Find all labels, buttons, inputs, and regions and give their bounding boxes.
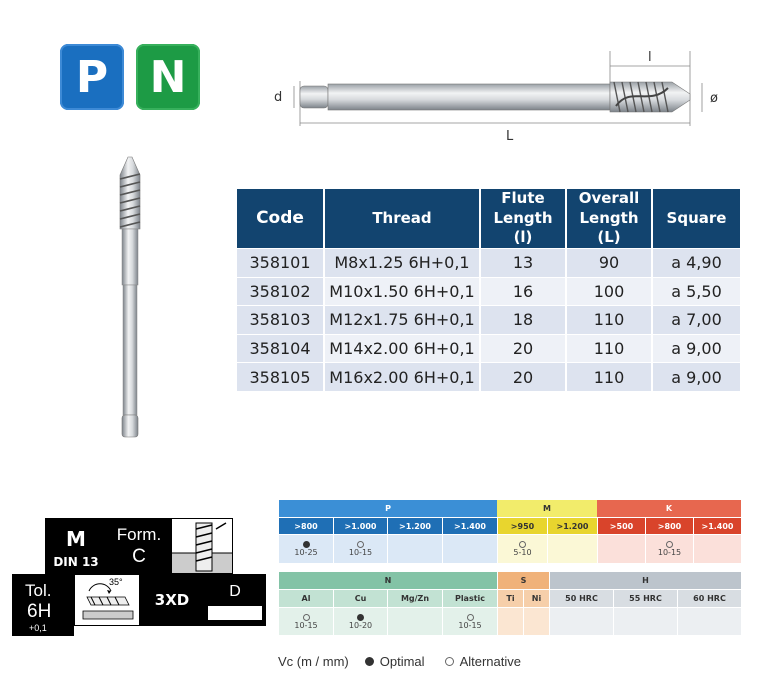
dim-overall-length: L bbox=[506, 129, 514, 144]
cell-thread: M10x1.50 6H+0,1 bbox=[325, 277, 481, 306]
p-sub-800: >800 bbox=[279, 518, 333, 534]
n-value-mgzn bbox=[388, 608, 442, 635]
depth-value: 3XD bbox=[154, 591, 190, 609]
alternative-dot-icon bbox=[445, 657, 454, 666]
legend-optimal-label: Optimal bbox=[379, 654, 425, 669]
m-sub-950: >950 bbox=[498, 518, 547, 534]
thread-standard-label: DIN 13 bbox=[53, 555, 99, 569]
alternative-dot-icon bbox=[357, 541, 364, 548]
s-value-ni bbox=[524, 608, 549, 635]
tap-product-image bbox=[108, 155, 152, 440]
s-sub-ti: Ti bbox=[498, 590, 523, 607]
cell-thread: M12x1.75 6H+0,1 bbox=[325, 305, 481, 334]
optimal-dot-icon bbox=[365, 657, 374, 666]
cell-code: 358105 bbox=[237, 362, 325, 391]
n-sub-cu: Cu bbox=[334, 590, 387, 607]
p-value-1200 bbox=[388, 535, 442, 563]
table-row bbox=[237, 362, 740, 391]
coolant-white-bar bbox=[208, 606, 262, 620]
p-value-1400 bbox=[443, 535, 497, 563]
cell-square: a 7,00 bbox=[653, 305, 740, 334]
dim-l: l bbox=[648, 50, 652, 65]
header-square: Square bbox=[653, 189, 740, 248]
group-h-header: H bbox=[550, 572, 741, 589]
thread-type-symbol bbox=[45, 518, 107, 574]
header-overall-length: Overall Length (L) bbox=[567, 189, 653, 248]
k-sub-1400: >1.400 bbox=[694, 518, 741, 534]
alternative-dot-icon bbox=[467, 614, 474, 621]
tolerance-symbol bbox=[12, 574, 74, 636]
legend-alternative-label: Alternative bbox=[459, 654, 521, 669]
h-value-50 bbox=[550, 608, 613, 635]
table-row bbox=[237, 334, 740, 363]
group-m-header: M bbox=[497, 500, 597, 517]
group-s-header: S bbox=[498, 572, 549, 589]
alternative-dot-icon bbox=[519, 541, 526, 548]
p-sub-1200: >1.200 bbox=[388, 518, 442, 534]
cell-square: a 9,00 bbox=[653, 362, 740, 391]
s-value-ti bbox=[498, 608, 523, 635]
cell-overall: 110 bbox=[567, 362, 653, 391]
cell-square: a 9,00 bbox=[653, 334, 740, 363]
spec-table bbox=[237, 189, 740, 391]
n-sub-plastic: Plastic bbox=[443, 590, 497, 607]
tolerance-extra: +0,1 bbox=[29, 623, 47, 633]
cell-overall: 90 bbox=[567, 248, 653, 277]
n-value-al: 10-15 bbox=[279, 608, 333, 635]
cell-code: 358101 bbox=[237, 248, 325, 277]
material-p-badge: P bbox=[60, 44, 124, 110]
tolerance-label: Tol. bbox=[25, 581, 52, 600]
form-symbol bbox=[107, 518, 171, 574]
header-code: Code bbox=[237, 189, 325, 248]
dim-diameter: ø bbox=[710, 91, 718, 106]
cell-overall: 110 bbox=[567, 305, 653, 334]
k-sub-500: >500 bbox=[598, 518, 645, 534]
material-n-badge: N bbox=[136, 44, 200, 110]
h-sub-60: 60 HRC bbox=[678, 590, 741, 607]
group-k-header: K bbox=[597, 500, 741, 517]
p-value-1000: 10-15 bbox=[334, 535, 387, 563]
material-table bbox=[279, 500, 741, 635]
form-chamfer-icon bbox=[171, 518, 233, 574]
m-value-950: 5-10 bbox=[498, 535, 547, 563]
cell-overall: 100 bbox=[567, 277, 653, 306]
h-sub-55: 55 HRC bbox=[614, 590, 677, 607]
group-p-header: P bbox=[279, 500, 497, 517]
coolant-value: D bbox=[229, 583, 241, 600]
p-value-800: 10-25 bbox=[279, 535, 333, 563]
thread-type-label: M bbox=[66, 527, 86, 551]
depth-symbol bbox=[140, 574, 204, 626]
n-value-cu: 10-20 bbox=[334, 608, 387, 635]
p-sub-1000: >1.000 bbox=[334, 518, 387, 534]
h-value-55 bbox=[614, 608, 677, 635]
cell-flute: 13 bbox=[481, 248, 567, 277]
dim-d: d bbox=[274, 90, 283, 105]
tolerance-value: 6H bbox=[27, 601, 52, 622]
cell-thread: M14x2.00 6H+0,1 bbox=[325, 334, 481, 363]
k-value-1400 bbox=[694, 535, 741, 563]
table-row bbox=[237, 248, 740, 277]
m-sub-1200: >1.200 bbox=[548, 518, 597, 534]
optimal-dot-icon bbox=[303, 541, 310, 548]
cell-square: a 5,50 bbox=[653, 277, 740, 306]
cell-flute: 18 bbox=[481, 305, 567, 334]
h-sub-50: 50 HRC bbox=[550, 590, 613, 607]
header-flute-length: Flute Length (l) bbox=[481, 189, 567, 248]
group-n-header: N bbox=[279, 572, 497, 589]
cell-code: 358102 bbox=[237, 277, 325, 306]
table-row bbox=[237, 305, 740, 334]
p-sub-1400: >1.400 bbox=[443, 518, 497, 534]
k-value-500 bbox=[598, 535, 645, 563]
legend-vc-label: Vc (m / mm) bbox=[278, 654, 349, 669]
m-value-1200 bbox=[548, 535, 597, 563]
header-thread: Thread bbox=[325, 189, 481, 248]
cell-flute: 20 bbox=[481, 362, 567, 391]
cell-code: 358104 bbox=[237, 334, 325, 363]
k-sub-800: >800 bbox=[646, 518, 693, 534]
n-sub-mgzn: Mg/Zn bbox=[388, 590, 442, 607]
cell-flute: 20 bbox=[481, 334, 567, 363]
legend bbox=[278, 654, 521, 669]
cell-code: 358103 bbox=[237, 305, 325, 334]
n-value-plastic: 10-15 bbox=[443, 608, 497, 635]
form-label: Form. bbox=[116, 525, 162, 544]
form-value: C bbox=[132, 546, 146, 567]
helix-angle-value: 35° bbox=[109, 577, 123, 587]
cell-thread: M16x2.00 6H+0,1 bbox=[325, 362, 481, 391]
table-row bbox=[237, 277, 740, 306]
alternative-dot-icon bbox=[666, 541, 673, 548]
alternative-dot-icon bbox=[303, 614, 310, 621]
cell-overall: 110 bbox=[567, 334, 653, 363]
cell-thread: M8x1.25 6H+0,1 bbox=[325, 248, 481, 277]
k-value-800: 10-15 bbox=[646, 535, 693, 563]
optimal-dot-icon bbox=[357, 614, 364, 621]
coolant-symbol bbox=[204, 574, 266, 626]
h-value-60 bbox=[678, 608, 741, 635]
n-sub-al: Al bbox=[279, 590, 333, 607]
s-sub-ni: Ni bbox=[524, 590, 549, 607]
tap-technical-drawing bbox=[270, 46, 730, 146]
cell-flute: 16 bbox=[481, 277, 567, 306]
helix-angle-icon bbox=[74, 574, 140, 626]
cell-square: a 4,90 bbox=[653, 248, 740, 277]
